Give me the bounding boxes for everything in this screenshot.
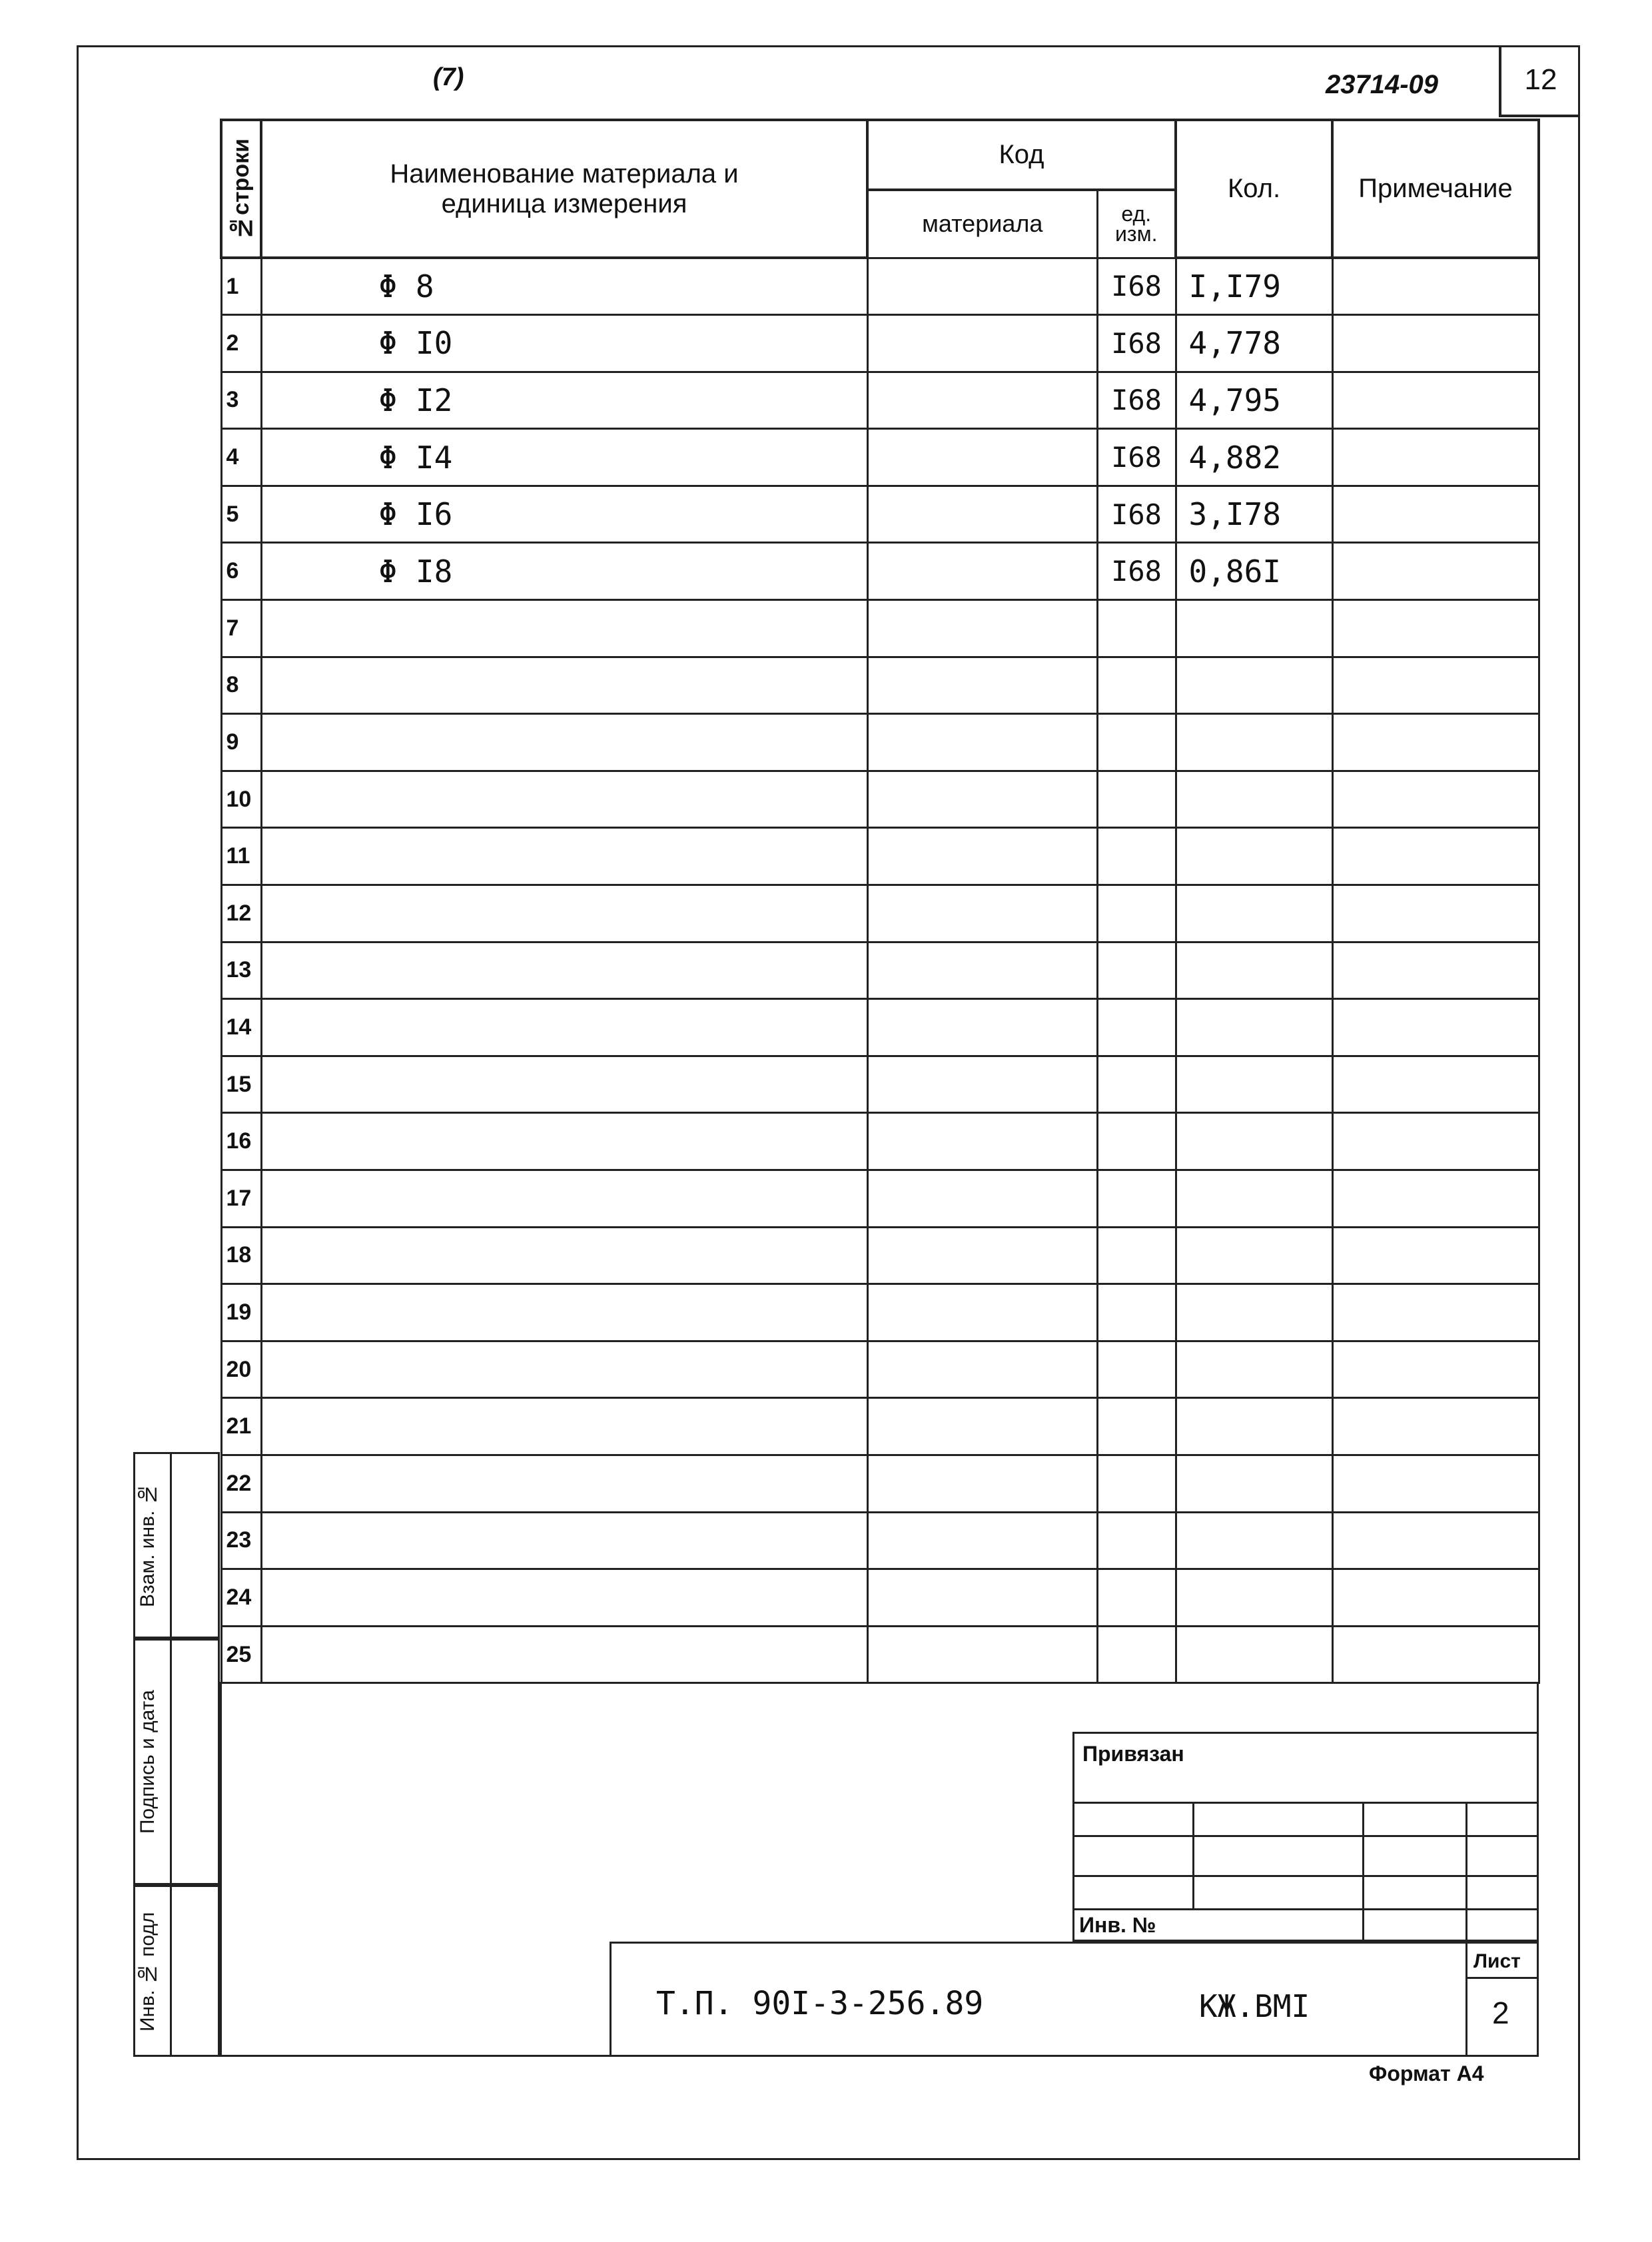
- table-row: [221, 1626, 1539, 1683]
- row-material-name: [261, 657, 867, 714]
- row-quantity: [1176, 828, 1332, 885]
- row-material-name: Φ I4: [261, 429, 867, 486]
- row-material-name: [261, 1398, 867, 1455]
- row-material-code: [867, 1455, 1097, 1512]
- row-number: 6: [221, 543, 261, 600]
- list-hline: [1465, 1977, 1539, 1979]
- row-material-name: Φ I0: [261, 315, 867, 372]
- specification-table: [220, 119, 1540, 1684]
- table-row: [221, 258, 1539, 315]
- row-number: 15: [221, 1056, 261, 1113]
- row-unit: [1097, 885, 1176, 942]
- row-quantity: 4,795: [1176, 372, 1332, 429]
- row-material-code: [867, 999, 1097, 1056]
- row-material-code: [867, 543, 1097, 600]
- row-material-code: [867, 258, 1097, 315]
- row-unit: [1097, 999, 1176, 1056]
- list-number: 2: [1492, 1996, 1509, 2030]
- row-material-name: [261, 1455, 867, 1512]
- row-material-name: [261, 1170, 867, 1228]
- col-header-name: [261, 120, 867, 258]
- row-unit: I68: [1097, 429, 1176, 486]
- row-number: 14: [221, 999, 261, 1056]
- row-number: 9: [221, 714, 261, 771]
- table-row: [221, 1341, 1539, 1398]
- list-label: Лист: [1473, 1950, 1521, 1972]
- row-quantity: I,I79: [1176, 258, 1332, 315]
- table-row: [221, 372, 1539, 429]
- row-material-name: Φ 8: [261, 258, 867, 315]
- row-note: [1332, 600, 1539, 657]
- row-number: 21: [221, 1398, 261, 1455]
- sheet-marker: (7): [433, 63, 464, 91]
- row-note: [1332, 1284, 1539, 1341]
- row-note: [1332, 885, 1539, 942]
- row-material-code: [867, 1170, 1097, 1228]
- row-note: [1332, 486, 1539, 543]
- table-row: [221, 543, 1539, 600]
- row-number: 7: [221, 600, 261, 657]
- side-label-inv: Инв. № подл: [137, 1912, 159, 2032]
- row-note: [1332, 1227, 1539, 1284]
- row-material-code: [867, 1341, 1097, 1398]
- row-note: [1332, 828, 1539, 885]
- row-material-name: [261, 600, 867, 657]
- col-header-code: Код: [867, 120, 1176, 190]
- table-row: [221, 1569, 1539, 1627]
- row-unit: [1097, 1398, 1176, 1455]
- table-row: [221, 828, 1539, 885]
- row-quantity: [1176, 1512, 1332, 1569]
- row-material-name: [261, 1113, 867, 1170]
- row-number: 25: [221, 1626, 261, 1683]
- table-row: [221, 1170, 1539, 1228]
- row-material-code: [867, 486, 1097, 543]
- table-row: [221, 885, 1539, 942]
- row-note: [1332, 543, 1539, 600]
- row-unit: [1097, 1512, 1176, 1569]
- side-divider: [170, 1452, 172, 2057]
- privyazan-label: Привязан: [1082, 1742, 1184, 1766]
- row-material-code: [867, 1227, 1097, 1284]
- row-material-name: [261, 1227, 867, 1284]
- col-header-unit: ед. изм.: [1097, 190, 1176, 258]
- privyazan-vline-1: [1192, 1802, 1194, 1908]
- table-row: [221, 1284, 1539, 1341]
- row-note: [1332, 1056, 1539, 1113]
- row-note: [1332, 771, 1539, 828]
- row-material-name: [261, 999, 867, 1056]
- table-row: [221, 1056, 1539, 1113]
- page-number-text: 12: [1524, 63, 1557, 96]
- row-quantity: [1176, 1341, 1332, 1398]
- col-header-row-no-text: №строки: [228, 138, 254, 240]
- row-note: [1332, 1113, 1539, 1170]
- side-label-podpis: Подпись и дата: [137, 1690, 159, 1834]
- table-row: [221, 942, 1539, 999]
- row-material-code: [867, 828, 1097, 885]
- row-quantity: [1176, 942, 1332, 999]
- table-row: [221, 315, 1539, 372]
- row-quantity: 0,86I: [1176, 543, 1332, 600]
- row-unit: [1097, 828, 1176, 885]
- row-material-name: [261, 1341, 867, 1398]
- row-number: 3: [221, 372, 261, 429]
- drawing-mark: КЖ.ВМI: [1199, 1988, 1310, 2024]
- row-unit: [1097, 714, 1176, 771]
- row-material-name: [261, 1056, 867, 1113]
- row-number: 17: [221, 1170, 261, 1228]
- table-row: [221, 1113, 1539, 1170]
- inv-no-label: Инв. №: [1079, 1913, 1156, 1937]
- privyazan-hline-4: [1072, 1908, 1539, 1910]
- row-material-code: [867, 372, 1097, 429]
- table-row: [221, 771, 1539, 828]
- col-header-note: Примечание: [1332, 120, 1539, 258]
- table-row: [221, 429, 1539, 486]
- row-unit: [1097, 600, 1176, 657]
- row-note: [1332, 1512, 1539, 1569]
- row-note: [1332, 372, 1539, 429]
- table-row: [221, 657, 1539, 714]
- row-unit: [1097, 1227, 1176, 1284]
- privyazan-vline-2: [1362, 1802, 1364, 1942]
- table-row: [221, 1227, 1539, 1284]
- specification-body: [221, 258, 1539, 1683]
- row-number: 22: [221, 1455, 261, 1512]
- row-unit: [1097, 1113, 1176, 1170]
- privyazan-hline-3: [1072, 1875, 1539, 1877]
- row-unit: I68: [1097, 543, 1176, 600]
- row-number: 10: [221, 771, 261, 828]
- row-quantity: [1176, 1170, 1332, 1228]
- row-material-code: [867, 942, 1097, 999]
- row-unit: [1097, 771, 1176, 828]
- row-note: [1332, 315, 1539, 372]
- row-material-code: [867, 315, 1097, 372]
- row-quantity: 4,882: [1176, 429, 1332, 486]
- table-row: [221, 1398, 1539, 1455]
- row-material-name: [261, 942, 867, 999]
- table-row: [221, 1512, 1539, 1569]
- row-quantity: [1176, 1626, 1332, 1683]
- document-code: 23714-09: [1326, 70, 1439, 99]
- format-label: Формат А4: [1369, 2061, 1484, 2085]
- col-header-qty: Кол.: [1176, 120, 1332, 258]
- row-note: [1332, 1569, 1539, 1627]
- row-note: [1332, 258, 1539, 315]
- row-unit: [1097, 1056, 1176, 1113]
- row-quantity: 4,778: [1176, 315, 1332, 372]
- row-material-code: [867, 600, 1097, 657]
- row-quantity: [1176, 1227, 1332, 1284]
- row-unit: I68: [1097, 315, 1176, 372]
- row-note: [1332, 999, 1539, 1056]
- privyazan-hline-1: [1072, 1802, 1539, 1804]
- row-note: [1332, 714, 1539, 771]
- table-row: [221, 486, 1539, 543]
- row-material-code: [867, 1398, 1097, 1455]
- row-unit: I68: [1097, 372, 1176, 429]
- row-unit: [1097, 942, 1176, 999]
- row-material-name: [261, 714, 867, 771]
- row-number: 20: [221, 1341, 261, 1398]
- row-material-code: [867, 885, 1097, 942]
- row-number: 5: [221, 486, 261, 543]
- row-unit: [1097, 1569, 1176, 1627]
- col-header-name-line2: единица измерения: [441, 188, 687, 218]
- row-material-name: [261, 828, 867, 885]
- row-material-name: Φ I2: [261, 372, 867, 429]
- list-vline: [1465, 1942, 1467, 2057]
- side-label-vzam: Взам. инв. №: [137, 1483, 159, 1608]
- row-unit: [1097, 657, 1176, 714]
- row-material-code: [867, 1056, 1097, 1113]
- row-number: 19: [221, 1284, 261, 1341]
- row-unit: [1097, 1626, 1176, 1683]
- row-quantity: [1176, 885, 1332, 942]
- table-row: [221, 714, 1539, 771]
- row-number: 1: [221, 258, 261, 315]
- row-note: [1332, 1398, 1539, 1455]
- row-note: [1332, 429, 1539, 486]
- row-material-code: [867, 429, 1097, 486]
- row-quantity: [1176, 1113, 1332, 1170]
- row-note: [1332, 1170, 1539, 1228]
- row-material-code: [867, 1284, 1097, 1341]
- table-row: [221, 600, 1539, 657]
- row-note: [1332, 657, 1539, 714]
- row-material-code: [867, 1626, 1097, 1683]
- privyazan-vline-3: [1465, 1802, 1467, 1942]
- row-unit: [1097, 1284, 1176, 1341]
- row-material-name: [261, 1626, 867, 1683]
- row-material-code: [867, 1113, 1097, 1170]
- row-quantity: [1176, 1056, 1332, 1113]
- row-quantity: [1176, 1284, 1332, 1341]
- row-material-code: [867, 714, 1097, 771]
- row-note: [1332, 1455, 1539, 1512]
- row-material-code: [867, 1569, 1097, 1627]
- table-row: [221, 999, 1539, 1056]
- row-number: 2: [221, 315, 261, 372]
- row-number: 13: [221, 942, 261, 999]
- col-header-name-line1: Наименование материала и: [390, 159, 739, 188]
- row-unit: [1097, 1170, 1176, 1228]
- row-material-name: [261, 1284, 867, 1341]
- row-quantity: [1176, 1569, 1332, 1627]
- row-quantity: [1176, 714, 1332, 771]
- row-quantity: [1176, 1455, 1332, 1512]
- row-quantity: [1176, 771, 1332, 828]
- project-number: Т.П. 90I-3-256.89: [656, 1985, 984, 2022]
- row-material-name: [261, 771, 867, 828]
- row-number: 18: [221, 1227, 261, 1284]
- table-row: [221, 1455, 1539, 1512]
- row-number: 8: [221, 657, 261, 714]
- row-material-name: [261, 1512, 867, 1569]
- row-unit: I68: [1097, 486, 1176, 543]
- row-number: 11: [221, 828, 261, 885]
- row-number: 24: [221, 1569, 261, 1627]
- col-header-row-no: [221, 120, 261, 258]
- row-number: 12: [221, 885, 261, 942]
- col-header-material: материала: [867, 190, 1097, 258]
- row-material-code: [867, 1512, 1097, 1569]
- row-material-name: [261, 1569, 867, 1627]
- row-unit: [1097, 1455, 1176, 1512]
- row-material-name: [261, 885, 867, 942]
- row-note: [1332, 942, 1539, 999]
- row-quantity: [1176, 600, 1332, 657]
- row-material-code: [867, 657, 1097, 714]
- row-unit: [1097, 1341, 1176, 1398]
- row-number: 4: [221, 429, 261, 486]
- row-quantity: [1176, 1398, 1332, 1455]
- row-note: [1332, 1341, 1539, 1398]
- row-number: 23: [221, 1512, 261, 1569]
- row-material-name: Φ I8: [261, 543, 867, 600]
- row-quantity: [1176, 999, 1332, 1056]
- row-note: [1332, 1626, 1539, 1683]
- page-number: [1499, 45, 1580, 117]
- privyazan-hline-2: [1072, 1835, 1539, 1837]
- row-number: 16: [221, 1113, 261, 1170]
- row-unit: I68: [1097, 258, 1176, 315]
- row-quantity: [1176, 657, 1332, 714]
- row-material-code: [867, 771, 1097, 828]
- row-material-name: Φ I6: [261, 486, 867, 543]
- row-quantity: 3,I78: [1176, 486, 1332, 543]
